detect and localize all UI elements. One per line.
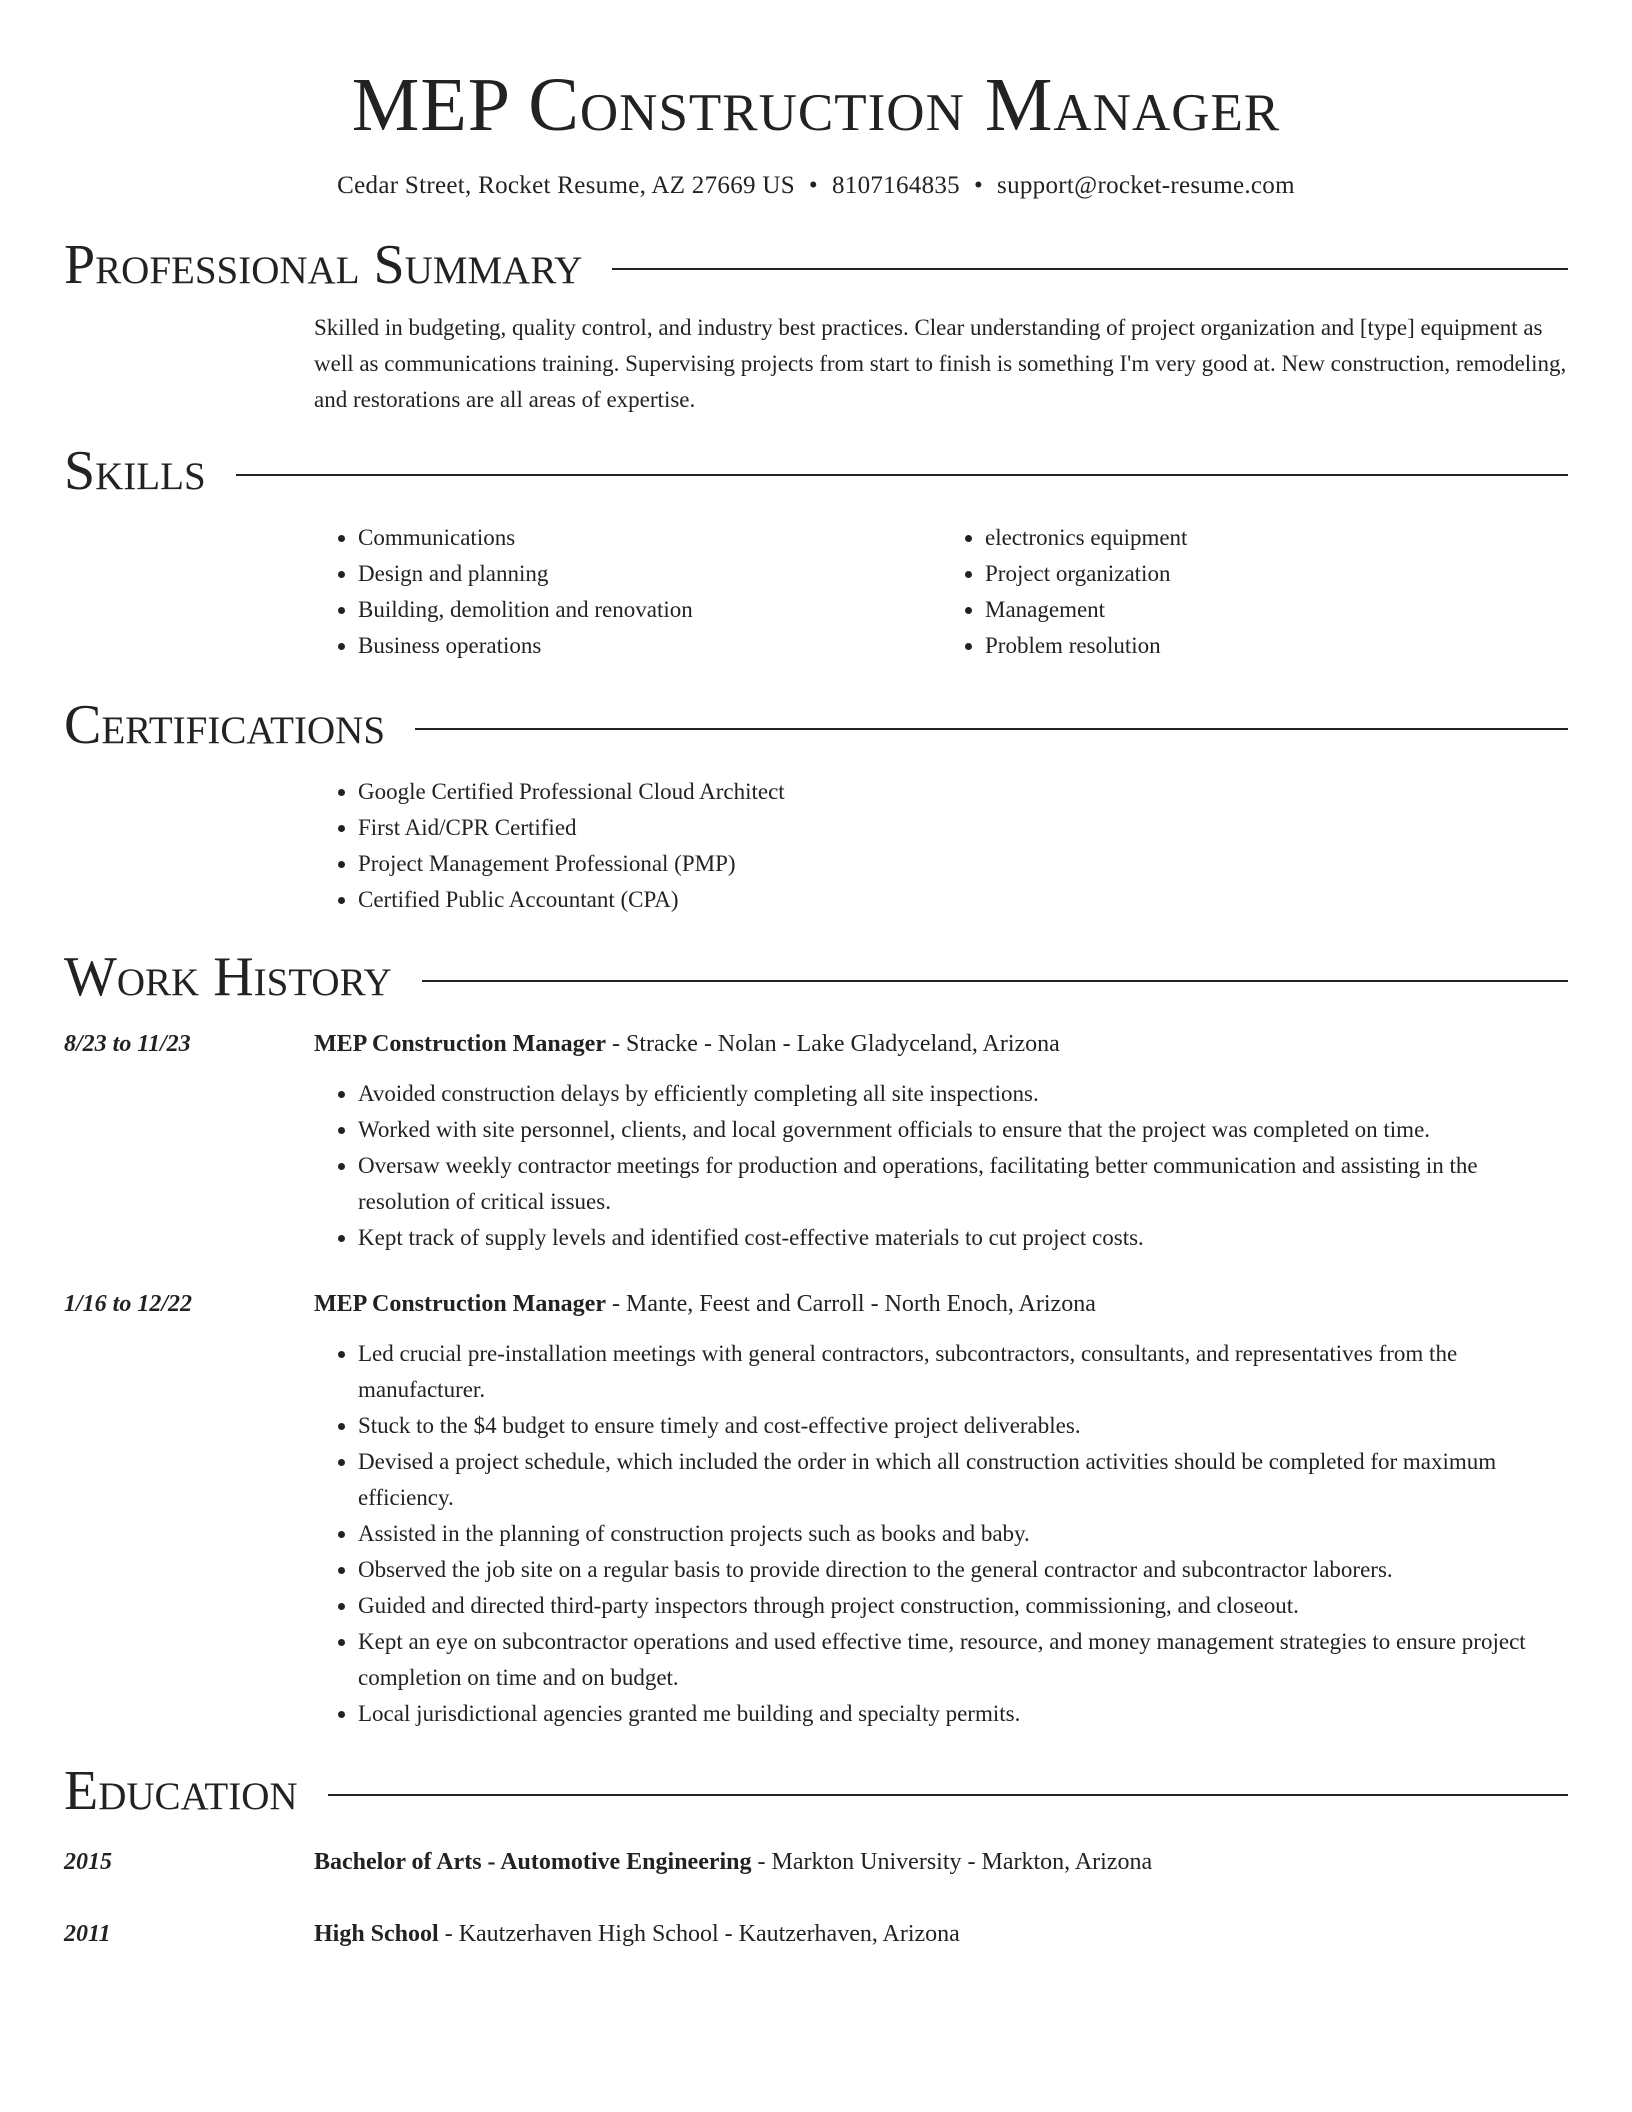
education-entry [64, 1916, 1568, 1952]
contact-separator: • [973, 172, 984, 199]
job-dates: 8/23 to 11/23 [64, 1031, 191, 1057]
education-year: 2015 [64, 1849, 112, 1875]
skills-list-left [314, 520, 941, 664]
job-header [64, 1026, 1568, 1062]
skills-heading: Skills [64, 440, 206, 502]
work-heading: Work History [64, 946, 392, 1008]
skill-item: • electronics equipment [985, 520, 1568, 556]
job-details: - Stracke - Nolan - Lake Gladyceland, Arizona [605, 1031, 1060, 1057]
job-bullet: • Stuck to the $4 budget to ensure timely and cost-effective project deliverables. [358, 1408, 1568, 1444]
job-title: MEP Construction Manager [314, 1291, 606, 1317]
certifications-section [314, 774, 1568, 918]
section-divider [415, 728, 1568, 730]
education-heading: Education [64, 1760, 298, 1822]
job-details: - Mante, Feest and Carroll - North Enoch, Arizona [605, 1291, 1096, 1317]
contact-line [64, 170, 1568, 202]
certifications-section-header [64, 692, 1568, 758]
education-entry [64, 1844, 1568, 1880]
job-bullets [314, 1336, 1568, 1732]
summary-heading: Professional Summary [64, 234, 583, 296]
certification-item: • First Aid/CPR Certified [358, 810, 1568, 846]
skill-item: • Communications [358, 520, 941, 556]
job-bullet: • Observed the job site on a regular basis to provide direction to the general contractor and subcontractor laborers. [358, 1552, 1568, 1588]
job-bullet: • Kept an eye on subcontractor operations and used effective time, resource, and money management strategies to ensure project completion on time and on budget. [358, 1624, 1568, 1696]
job-title: MEP Construction Manager [314, 1031, 606, 1057]
summary-section [314, 310, 1568, 418]
certifications-list [314, 774, 1568, 918]
education-title-line [314, 1916, 960, 1952]
job-entry [64, 1026, 1568, 1256]
skill-item: • Design and planning [358, 556, 941, 592]
section-divider [422, 980, 1568, 982]
job-bullets [314, 1076, 1568, 1256]
certifications-heading: Certifications [64, 694, 386, 756]
skill-item: • Management [985, 592, 1568, 628]
job-header [64, 1286, 1568, 1322]
resume-name: MEP Construction Manager [351, 63, 1281, 147]
education-year: 2011 [64, 1921, 111, 1947]
certification-item: • Certified Public Accountant (CPA) [358, 882, 1568, 918]
job-bullet: • Devised a project schedule, which included the order in which all construction activities should be completed for maximum efficiency. [358, 1444, 1568, 1516]
contact-phone: 8107164835 [831, 172, 960, 199]
job-dates: 1/16 to 12/22 [64, 1291, 193, 1317]
education-details: - Markton University - Markton, Arizona [751, 1849, 1153, 1875]
contact-address: Cedar Street, Rocket Resume, AZ 27669 US [337, 172, 795, 199]
job-bullet-list [314, 1336, 1568, 1732]
education-degree: High School [314, 1921, 439, 1947]
job-bullet: • Kept track of supply levels and identified cost-effective materials to cut project costs. [358, 1220, 1568, 1256]
certification-item: • Project Management Professional (PMP) [358, 846, 1568, 882]
job-bullet: • Guided and directed third-party inspectors through project construction, commissioning, and closeout. [358, 1588, 1568, 1624]
job-bullet: • Assisted in the planning of construction projects such as books and baby. [358, 1516, 1568, 1552]
education-degree: Bachelor of Arts - Automotive Engineering [314, 1849, 752, 1875]
job-bullet: • Led crucial pre-installation meetings with general contractors, subcontractors, consultants, and representatives from the manufacturer. [358, 1336, 1568, 1408]
skill-item: • Building, demolition and renovation [358, 592, 941, 628]
contact-email: support@rocket-resume.com [997, 172, 1295, 199]
education-details: - Kautzerhaven High School - Kautzerhaven, Arizona [438, 1921, 960, 1947]
skills-section [314, 520, 1568, 664]
job-bullet: • Oversaw weekly contractor meetings for production and operations, facilitating better communication and assisting in the resolution of critical issues. [358, 1148, 1568, 1220]
section-divider [612, 268, 1568, 270]
education-section-header [64, 1758, 1568, 1824]
job-bullet-list [314, 1076, 1568, 1256]
summary-section-header [64, 232, 1568, 298]
section-divider [328, 1794, 1568, 1796]
skill-item: • Problem resolution [985, 628, 1568, 664]
job-title-line [314, 1026, 1060, 1062]
contact-separator: • [808, 172, 818, 199]
education-title-line [314, 1844, 1152, 1880]
certification-item: • Google Certified Professional Cloud Architect [358, 774, 1568, 810]
skills-section-header [64, 438, 1568, 504]
summary-text: Skilled in budgeting, quality control, and industry best practices. Clear understanding of project organization and [type] equipment as well as communications training. Supervising projects from start to finish is something I'm very good at. New construction, remodeling, and restorations are all areas of expertise. [314, 315, 1567, 412]
section-divider [236, 474, 1568, 476]
work-section-header [64, 944, 1568, 1010]
job-entry [64, 1286, 1568, 1732]
job-title-line [314, 1286, 1096, 1322]
resume-page [64, 0, 1568, 1952]
job-bullet: • Worked with site personnel, clients, and local government officials to ensure that the project was completed on time. [358, 1112, 1568, 1148]
job-bullet: • Avoided construction delays by efficiently completing all site inspections. [358, 1076, 1568, 1112]
skill-item: • Business operations [358, 628, 941, 664]
job-bullet: • Local jurisdictional agencies granted me building and specialty permits. [358, 1696, 1568, 1732]
skill-item: • Project organization [985, 556, 1568, 592]
skills-list-right [941, 520, 1568, 664]
